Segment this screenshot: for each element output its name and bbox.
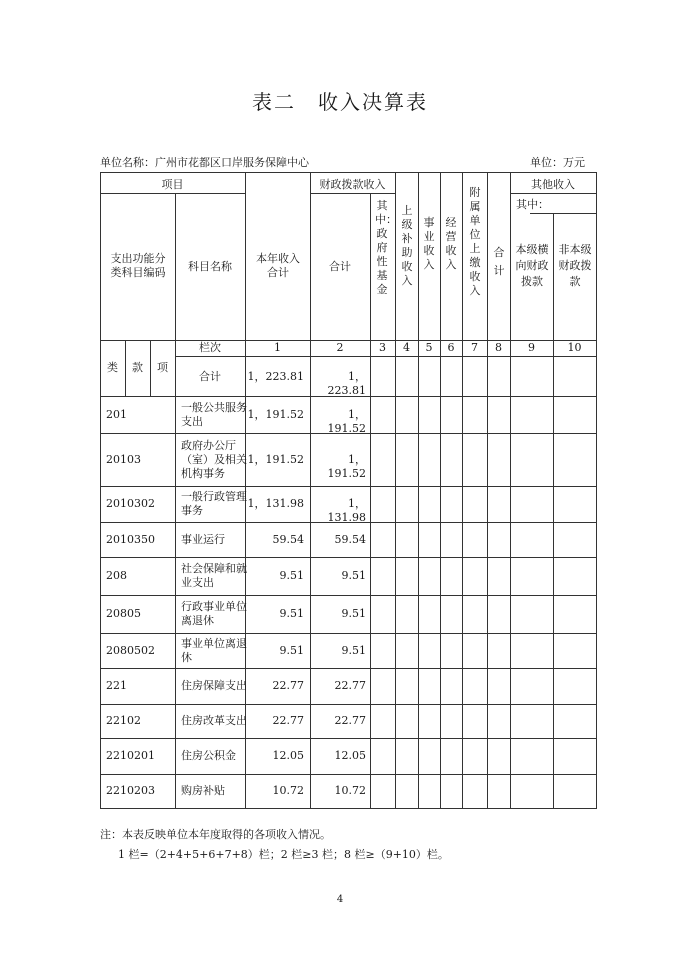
page-number: 4: [336, 894, 344, 905]
total-row-c1: 1，223.81: [247, 370, 304, 383]
col-num-1: 1: [274, 341, 281, 354]
row-name: 社会保障和就业支出: [181, 562, 247, 589]
row-c2: 1，191.52: [327, 407, 366, 435]
row-code: 20103: [106, 452, 141, 466]
header-upper-subsidy: 上级补助收入: [401, 204, 413, 287]
header-fiscal: 财政拨款收入: [319, 178, 386, 191]
row-c1: 22.77: [272, 679, 304, 692]
row-c2: 9.51: [341, 643, 366, 657]
row-code: 221: [106, 679, 127, 692]
header-project: 项目: [161, 178, 184, 191]
row-name: 住房改革支出: [181, 714, 247, 727]
row-c1: 59.54: [272, 532, 304, 546]
header-subject-name: 科目名称: [188, 260, 232, 273]
row-c2: 9.51: [341, 569, 366, 582]
row-c1: 1，191.52: [247, 407, 304, 421]
col-num-5: 5: [425, 341, 433, 354]
row-c1: 12.05: [272, 749, 304, 762]
header-annual-total: 本年收入合计: [256, 252, 300, 279]
lanci-label: 栏次: [199, 341, 221, 354]
row-c2: 59.54: [334, 532, 366, 546]
row-c1: 9.51: [279, 569, 304, 582]
row-c1: 9.51: [279, 607, 304, 620]
col-num-3: 3: [379, 341, 386, 354]
row-name: 一般公共服务支出: [181, 400, 247, 428]
header-fiscal-subtotal: 合计: [329, 260, 351, 273]
row-code: 2010302: [106, 497, 155, 510]
row-c1: 22.77: [272, 714, 304, 727]
row-code: 208: [106, 569, 127, 582]
col-num-6: 6: [447, 341, 455, 354]
row-name: 政府办公厅（室）及相关机构事务: [181, 438, 247, 480]
row-c2: 10.72: [334, 784, 366, 797]
row-name: 行政事业单位离退休: [181, 600, 247, 627]
row-c2: 22.77: [334, 714, 366, 727]
note-line-1: 注：本表反映单位本年度取得的各项收入情况。: [100, 828, 331, 841]
row-name: 事业单位离退休: [181, 636, 247, 664]
col-num-9: 9: [528, 341, 535, 354]
header-operating: 经营收入: [445, 216, 457, 271]
row-c1: 1，131.98: [247, 497, 304, 510]
header-non-fiscal: 非本级财政拨款: [558, 243, 592, 288]
col-num-7: 7: [471, 341, 478, 354]
row-code: 201: [106, 407, 127, 421]
header-business: 事业收入: [423, 216, 435, 271]
col-num-2: 2: [336, 341, 344, 354]
header-kuan: 款: [132, 361, 143, 374]
row-c2: 1，131.98: [327, 497, 366, 524]
col-num-4: 4: [403, 341, 410, 354]
row-c2: 12.05: [334, 749, 366, 762]
header-other: 其他收入: [531, 178, 575, 191]
row-name: 住房公积金: [181, 749, 236, 762]
row-code: 22102: [106, 714, 141, 727]
row-c2: 9.51: [341, 607, 366, 620]
col-num-10: 10: [567, 341, 582, 354]
header-func-code: 支出功能分类科目编码: [110, 252, 166, 279]
unit-label: 单位：万元: [530, 156, 585, 169]
page-title: 表二 收入决算表: [252, 90, 428, 114]
row-code: 20805: [106, 607, 141, 620]
row-code: 2010350: [106, 532, 155, 546]
row-name: 事业运行: [181, 532, 225, 546]
col-num-8: 8: [495, 341, 502, 354]
header-xiang: 项: [157, 361, 168, 374]
header-lei: 类: [107, 361, 118, 374]
row-c1: 10.72: [272, 784, 304, 797]
row-code: 2210201: [106, 749, 155, 762]
header-of-which: 其中：: [516, 198, 549, 211]
row-c2: 1，191.52: [327, 452, 366, 480]
note-line-2: 1 栏=（2+4+5+6+7+8）栏；2 栏≥3 栏；8 栏≥（9+10）栏。: [118, 848, 449, 861]
header-other-total: 合计: [493, 246, 505, 277]
total-row-label: 合计: [199, 370, 221, 383]
header-affiliated: 附属单位上缴收入: [469, 186, 481, 297]
row-name: 一般行政管理事务: [181, 490, 247, 517]
row-c2: 22.77: [334, 679, 366, 692]
row-name: 住房保障支出: [181, 679, 247, 692]
row-code: 2210203: [106, 784, 155, 797]
header-gov-fund: 其中：政府性基金: [375, 199, 397, 296]
row-c1: 9.51: [279, 643, 304, 657]
total-row-c2: 1，223.81: [327, 370, 366, 397]
header-horizontal: 本级横向财政拨款: [515, 243, 549, 288]
unit-name: 单位名称：广州市花都区口岸服务保障中心: [100, 156, 309, 169]
row-c1: 1，191.52: [247, 452, 304, 466]
row-name: 购房补贴: [181, 784, 225, 797]
row-code: 2080502: [106, 643, 155, 657]
